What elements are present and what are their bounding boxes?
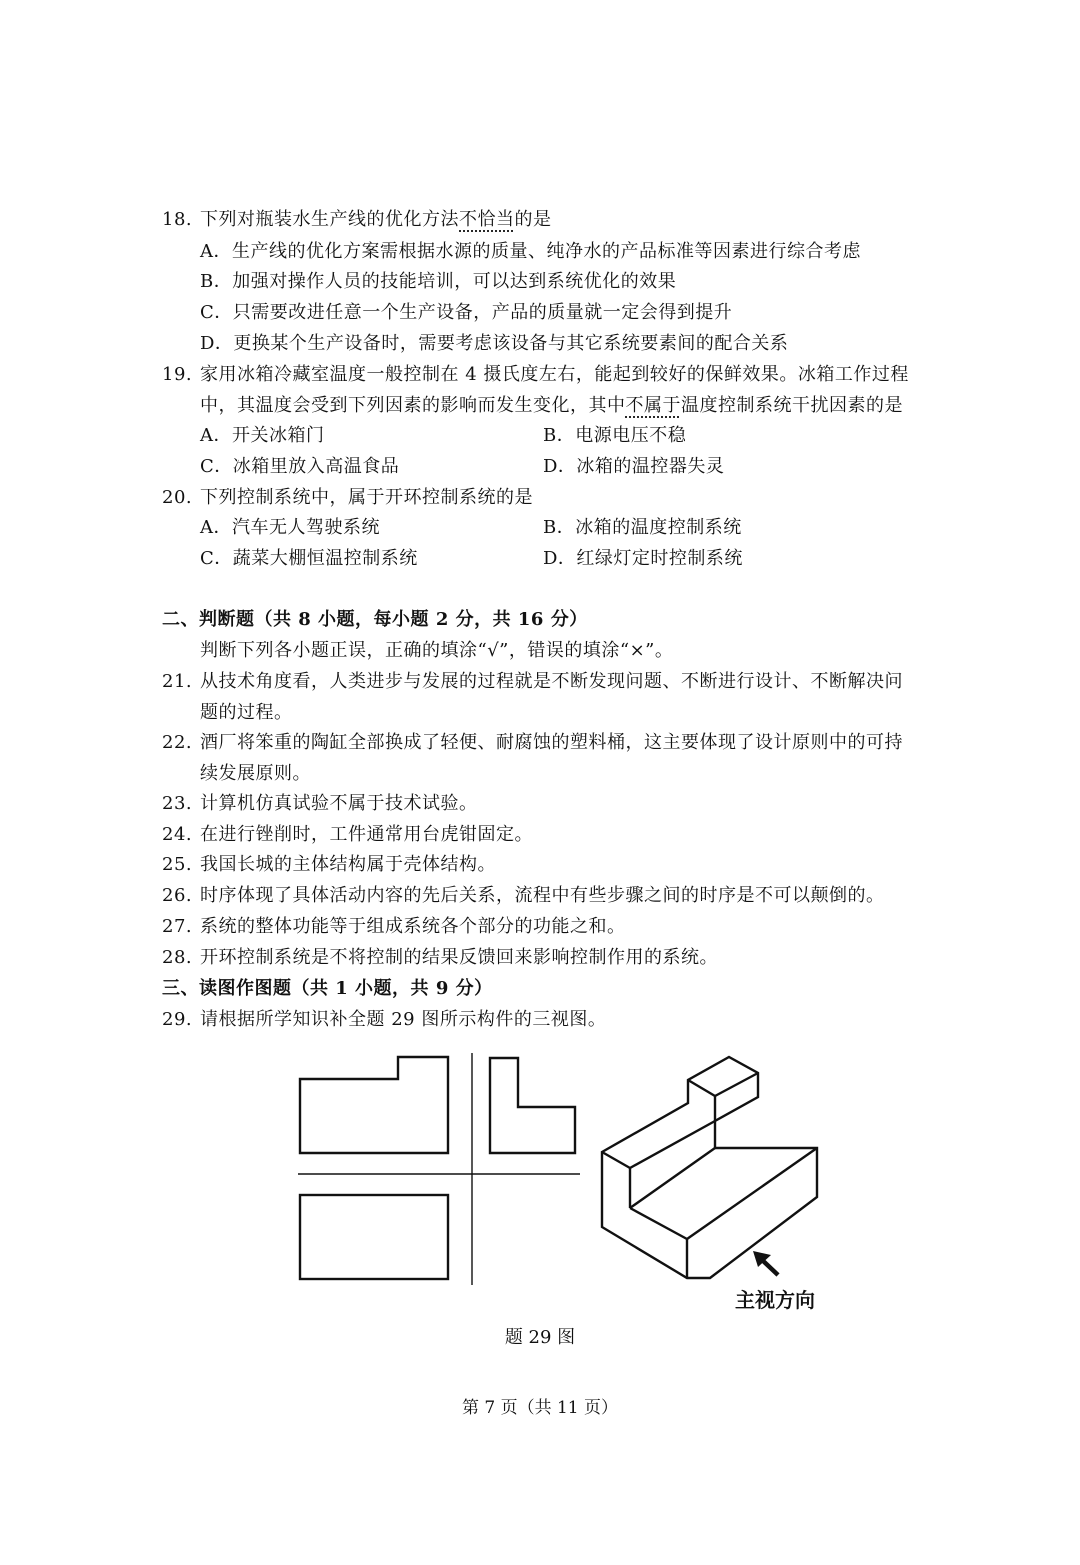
- top-view: [300, 1195, 448, 1279]
- q18-option-b: B．加强对操作人员的技能培训，可以达到系统优化的效果: [200, 271, 677, 292]
- q20-stem: 20. 下列控制系统中，属于开环控制系统的是: [162, 487, 533, 508]
- q21-line2: 题的过程。: [200, 702, 293, 723]
- q19-option-a: A．开关冰箱门: [200, 425, 325, 446]
- q24: 24. 在进行锉削时，工件通常用台虎钳固定。: [162, 824, 533, 845]
- q29-stem: 29. 请根据所学知识补全题 29 图所示构件的三视图。: [162, 1009, 607, 1030]
- section3-title: 三、读图作图题（共 1 小题，共 9 分）: [162, 978, 493, 999]
- q18-stem: 18. 下列对瓶装水生产线的优化方法不恰当的是: [162, 209, 552, 230]
- q19-option-b: B．电源电压不稳: [543, 425, 687, 446]
- view-direction-arrow-icon: [753, 1251, 778, 1275]
- q25: 25. 我国长城的主体结构属于壳体结构。: [162, 854, 496, 875]
- q18-option-c: C．只需要改进任意一个生产设备，产品的质量就一定会得到提升: [200, 302, 733, 323]
- q19-option-d: D．冰箱的温控器失灵: [543, 456, 725, 477]
- q19-emphasis: 不属于: [625, 395, 681, 416]
- figure-29: [290, 1045, 850, 1315]
- q19-stem-line2: 中，其温度会受到下列因素的影响而发生变化，其中不属于温度控制系统干扰因素的是: [200, 395, 903, 416]
- front-view: [300, 1057, 448, 1153]
- q20-option-b: B．冰箱的温度控制系统: [543, 517, 742, 538]
- q20-option-d: D．红绿灯定时控制系统: [543, 548, 743, 569]
- q20-option-a: A．汽车无人驾驶系统: [200, 517, 380, 538]
- q19-stem-line1: 19. 家用冰箱冷藏室温度一般控制在 4 摄氏度左右，能起到较好的保鲜效果。冰箱工作过程: [162, 364, 909, 385]
- view-direction-label: 主视方向: [735, 1288, 815, 1312]
- side-view: [490, 1058, 575, 1153]
- q18-option-a: A．生产线的优化方案需根据水源的质量、纯净水的产品标准等因素进行综合考虑: [200, 241, 861, 262]
- q22-line1: 22. 酒厂将笨重的陶缸全部换成了轻便、耐腐蚀的塑料桶，这主要体现了设计原则中的可持: [162, 732, 903, 753]
- q28: 28. 开环控制系统是不将控制的结果反馈回来影响控制作用的系统。: [162, 947, 718, 968]
- q19-option-c: C．冰箱里放入高温食品: [200, 456, 400, 477]
- page-footer: 第 7 页（共 11 页）: [461, 1398, 619, 1418]
- q22-line2: 续发展原则。: [200, 763, 311, 784]
- section2-title: 二、判断题（共 8 小题，每小题 2 分，共 16 分）: [162, 609, 588, 630]
- q20-option-c: C．蔬菜大棚恒温控制系统: [200, 548, 418, 569]
- isometric-part: [602, 1057, 817, 1278]
- q21-line1: 21. 从技术角度看，人类进步与发展的过程就是不断发现问题、不断进行设计、不断解决问: [162, 671, 903, 692]
- q18-option-d: D．更换某个生产设备时，需要考虑该设备与其它系统要素间的配合关系: [200, 333, 789, 354]
- q26: 26. 时序体现了具体活动内容的先后关系，流程中有些步骤之间的时序是不可以颠倒的。: [162, 885, 885, 906]
- q18-emphasis: 不恰当: [459, 209, 515, 230]
- q27: 27. 系统的整体功能等于组成系统各个部分的功能之和。: [162, 916, 626, 937]
- q23: 23. 计算机仿真试验不属于技术试验。: [162, 793, 478, 814]
- figure-caption: 题 29 图: [504, 1327, 576, 1348]
- section2-instruction: 判断下列各小题正误，正确的填涂“√”，错误的填涂“×”。: [200, 640, 674, 661]
